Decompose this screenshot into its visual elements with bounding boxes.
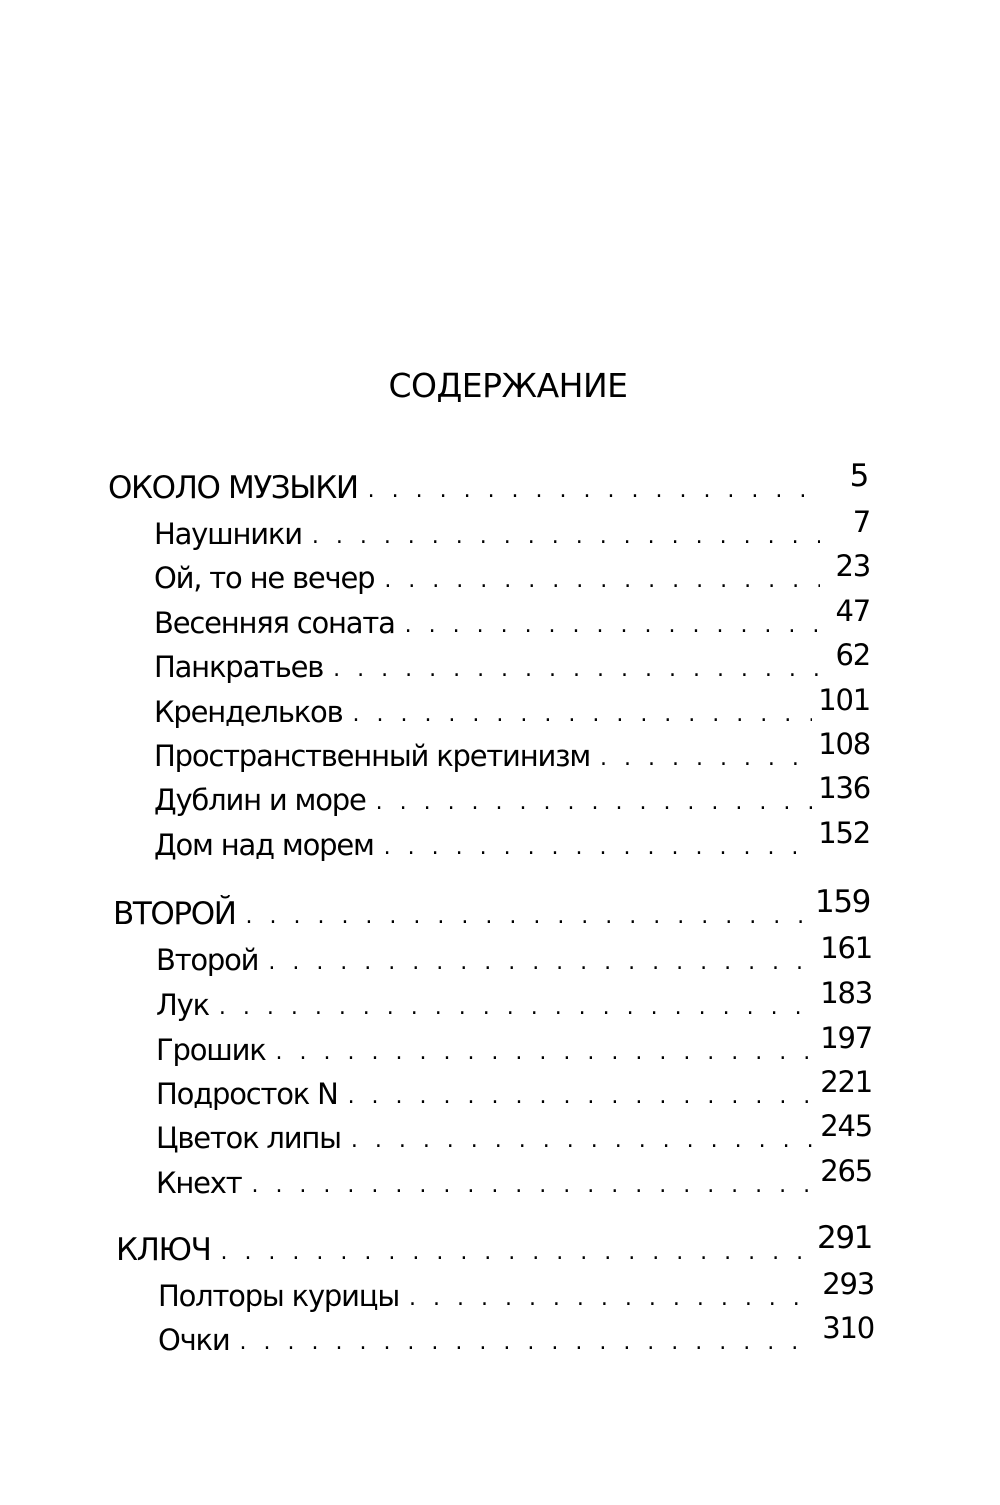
toc-item-title: Грошик: [156, 1033, 266, 1067]
toc-page-number: 47: [835, 594, 870, 628]
dot-leader: [405, 611, 820, 641]
toc-item-title: Крендельков: [154, 695, 343, 729]
toc-item-title: Дублин и море: [154, 783, 366, 817]
toc-page-number: 101: [818, 683, 870, 717]
toc-section-title: КЛЮЧ: [116, 1232, 211, 1268]
toc-item-title: Цветок липы: [156, 1121, 341, 1155]
toc-page-number: 221: [820, 1065, 872, 1099]
dot-leader: [376, 788, 813, 818]
toc-page-number: 310: [822, 1311, 874, 1345]
dot-leader: [384, 833, 813, 863]
dot-leader: [268, 948, 814, 978]
toc-item[interactable]: [154, 638, 870, 689]
toc-page-number: 197: [820, 1021, 872, 1055]
toc-item[interactable]: [154, 505, 870, 556]
dot-leader: [219, 993, 814, 1023]
toc-item[interactable]: [156, 1109, 872, 1160]
toc-item[interactable]: [156, 1154, 872, 1205]
toc-page-number: 108: [818, 727, 870, 761]
toc-item[interactable]: [154, 594, 870, 645]
toc-item-title: Полторы курицы: [158, 1279, 400, 1313]
dot-leader: [384, 566, 820, 596]
toc-item-title: Наушники: [154, 517, 302, 551]
toc-item-title: Весенняя соната: [154, 606, 395, 640]
toc-item-title: Очки: [158, 1323, 230, 1357]
toc-page-number: 291: [817, 1220, 872, 1256]
toc-page-number: 245: [820, 1109, 872, 1143]
toc-item-title: Лук: [156, 988, 209, 1022]
toc-item[interactable]: [156, 931, 872, 982]
toc-page-number: 62: [835, 638, 870, 672]
dot-leader: [246, 902, 810, 932]
toc-page-number: 23: [835, 549, 870, 583]
toc-page-number: 152: [818, 816, 870, 850]
toc-item[interactable]: [158, 1267, 874, 1318]
toc-page-number: 265: [820, 1154, 872, 1188]
toc-page-number: 161: [820, 931, 872, 965]
toc-section-klyuch[interactable]: [116, 1220, 872, 1272]
toc-item-title: Дом над морем: [154, 828, 374, 862]
toc-page-number: 7: [852, 505, 870, 539]
toc-item[interactable]: [154, 549, 870, 600]
dot-leader: [409, 1284, 816, 1314]
toc-page-number: 5: [849, 458, 868, 494]
dot-leader: [251, 1171, 814, 1201]
toc-item-title: Кнехт: [156, 1166, 242, 1200]
toc-item[interactable]: [158, 1311, 874, 1362]
toc-page-number: 136: [818, 771, 870, 805]
toc-item[interactable]: [156, 1021, 872, 1072]
toc-item[interactable]: [156, 976, 872, 1027]
dot-leader: [220, 1238, 811, 1268]
toc-item-title: Второй: [156, 943, 259, 977]
toc-page-number: 293: [822, 1267, 874, 1301]
toc-item[interactable]: [154, 816, 870, 867]
toc-page-number: 159: [815, 884, 870, 920]
dot-leader: [348, 1082, 815, 1112]
toc-item-title: Панкратьев: [154, 650, 324, 684]
toc-section-title: ОКОЛО МУЗЫКИ: [108, 470, 358, 506]
dot-leader: [276, 1038, 815, 1068]
toc-item[interactable]: [154, 727, 870, 778]
toc-section-okolo-muzyki[interactable]: [108, 458, 868, 510]
toc-section-title: ВТОРОЙ: [113, 896, 236, 932]
toc-item[interactable]: [156, 1065, 872, 1116]
page-title: СОДЕРЖАНИЕ: [388, 366, 628, 405]
dot-leader: [352, 700, 812, 730]
toc-item-title: Пространственный кретинизм: [154, 739, 591, 773]
dot-leader: [600, 744, 812, 774]
dot-leader: [240, 1328, 817, 1358]
toc-item[interactable]: [154, 683, 870, 734]
dot-leader: [351, 1126, 814, 1156]
toc-item[interactable]: [154, 771, 870, 822]
dot-leader: [368, 476, 818, 506]
toc-item-title: Подросток N: [156, 1077, 338, 1111]
toc-section-vtoroy[interactable]: [113, 884, 870, 936]
toc-item-title: Ой, то не вечер: [154, 561, 375, 595]
dot-leader: [312, 522, 820, 552]
toc-page-number: 183: [820, 976, 872, 1010]
dot-leader: [333, 655, 820, 685]
